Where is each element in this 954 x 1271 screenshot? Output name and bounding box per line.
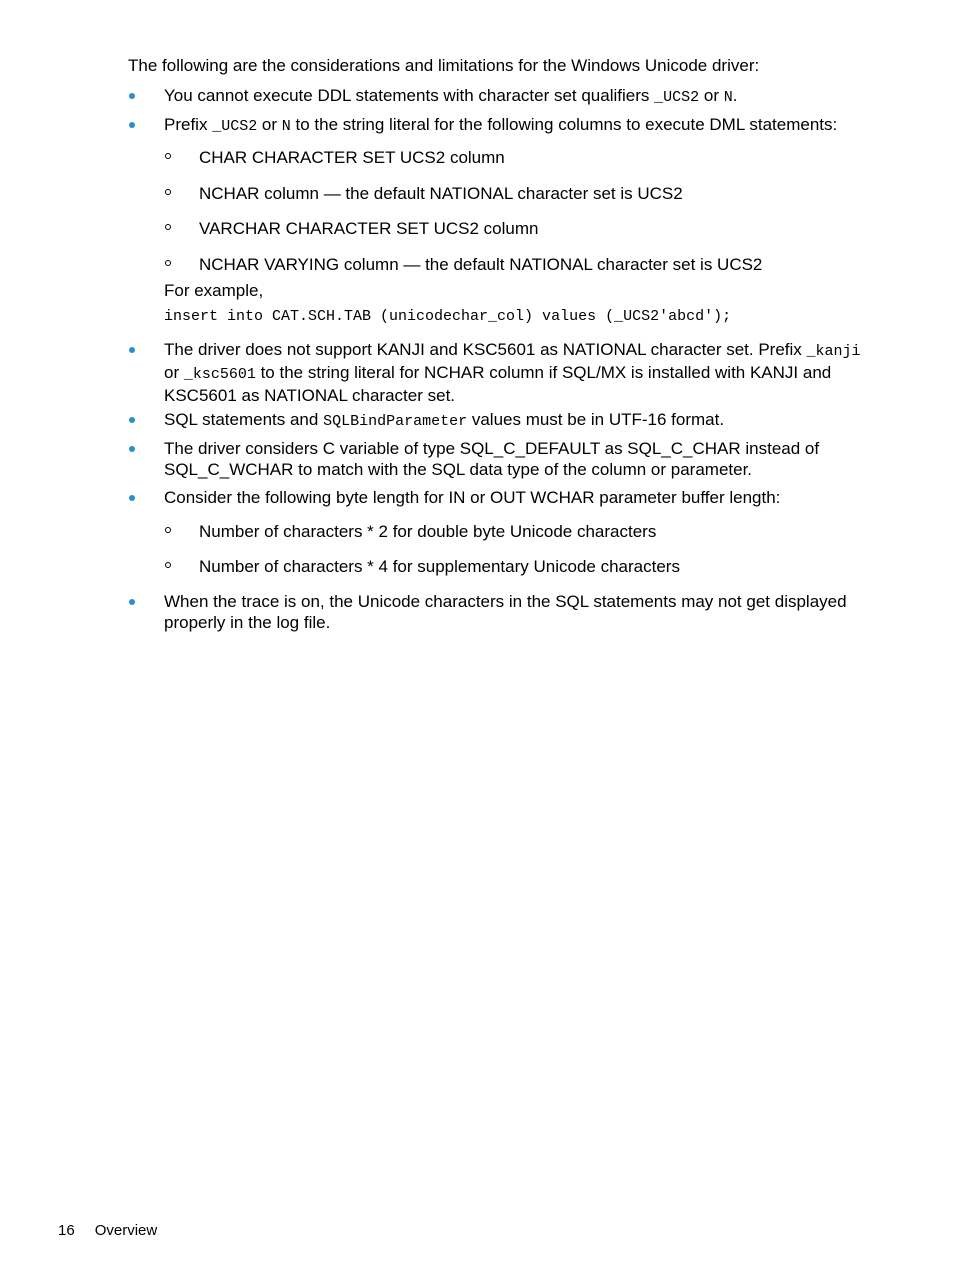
section-name: Overview (94, 1222, 158, 1239)
sub-item: VARCHAR CHARACTER SET UCS2 column (199, 219, 539, 238)
text: values must be in UTF-16 format. (467, 410, 725, 429)
list-item-byte-length: Consider the following byte length for IN or OUT WCHAR parameter buffer length: (164, 487, 874, 508)
code-sqlbindparameter: SQLBindParameter (323, 413, 468, 430)
text: or (164, 363, 184, 382)
intro-paragraph: The following are the considerations and limitations for the Windows Unicode driver: (128, 56, 760, 75)
example-label: For example, (164, 281, 264, 300)
text: You cannot execute DDL statements with character set qualifiers (164, 86, 655, 105)
text: The driver does not support KANJI and KSC5601 as NATIONAL character set. Prefix (164, 340, 807, 359)
code-kanji: _kanji (806, 343, 861, 360)
list-item-utf16 (164, 409, 874, 432)
text: SQL statements and (164, 410, 324, 429)
code-ucs2: _UCS2 (654, 89, 700, 106)
text: to the string literal for the following columns to execute DML statements: (290, 115, 838, 134)
list-item-kanji (164, 339, 874, 406)
page-number: 16 (58, 1222, 75, 1239)
text: or (699, 86, 724, 105)
code-ksc5601: _ksc5601 (183, 366, 256, 383)
sub-item: NCHAR VARYING column — the default NATIONAL character set is UCS2 (199, 255, 763, 274)
text: . (732, 86, 738, 105)
text: Prefix (164, 115, 213, 134)
sub-item: Number of characters * 4 for supplementary Unicode characters (199, 557, 680, 576)
list-item-trace: When the trace is on, the Unicode characters in the SQL statements may not get displayed properly in the log file. (164, 591, 874, 633)
code-n: N (723, 89, 733, 106)
text: to the string literal for NCHAR column if SQL/MX is installed with KANJI and KSC5601 as NATIONAL character set. (164, 363, 832, 405)
list-item-c-default: The driver considers C variable of type SQL_C_DEFAULT as SQL_C_CHAR instead of SQL_C_WCHAR to match with the SQL data type of the column or parameter. (164, 438, 874, 480)
sub-item: CHAR CHARACTER SET UCS2 column (199, 148, 505, 167)
list-item-prefix (164, 114, 874, 137)
sub-item: NCHAR column — the default NATIONAL character set is UCS2 (199, 184, 683, 203)
text: or (257, 115, 282, 134)
example-code: insert into CAT.SCH.TAB (unicodechar_col) values (_UCS2'abcd'); (164, 308, 732, 325)
sub-item: Number of characters * 2 for double byte Unicode characters (199, 522, 657, 541)
code-ucs2: _UCS2 (212, 118, 258, 135)
code-n: N (281, 118, 291, 135)
list-item-ddl (164, 85, 874, 108)
page-footer (58, 1221, 157, 1241)
